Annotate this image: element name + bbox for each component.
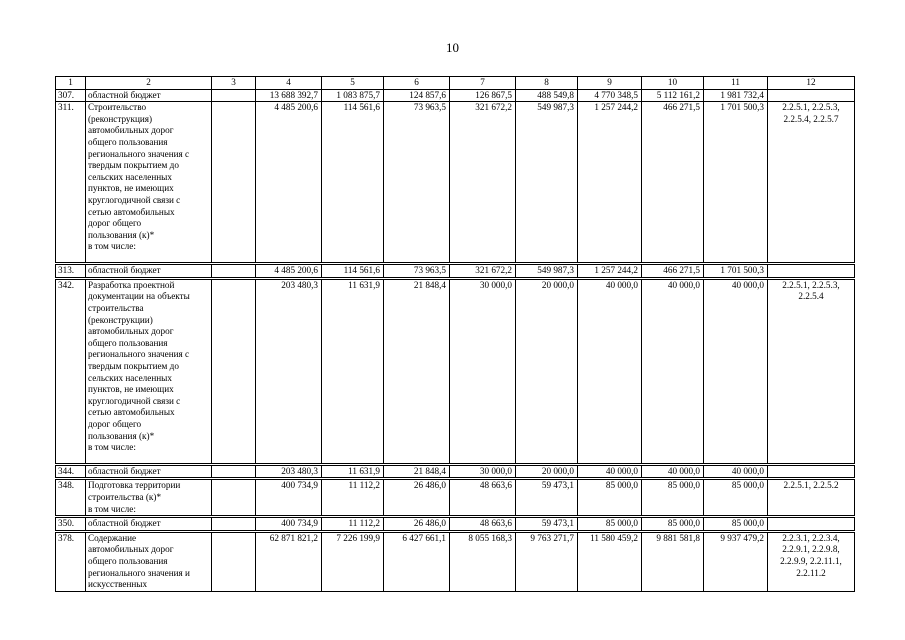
row-name-line: сетью автомобильных [88, 407, 175, 418]
value-cell: 11 112,2 [322, 517, 384, 532]
value-cell: 11 631,9 [322, 278, 384, 464]
value-cell: 73 963,5 [384, 102, 450, 264]
row-number: 311. [56, 102, 86, 264]
value-cell: 21 848,4 [384, 464, 450, 479]
row-number: 350. [56, 517, 86, 532]
value-cell: 30 000,0 [450, 464, 516, 479]
row-name-line: регионального значения с [88, 349, 190, 360]
table-row [56, 278, 855, 464]
column-header: 11 [704, 77, 768, 90]
column-header: 2 [86, 77, 212, 90]
row-name-line: автомобильных дорог [88, 544, 174, 555]
column-3-cell [212, 102, 256, 264]
row-name-line: в том числе: [88, 442, 136, 453]
value-cell: 40 000,0 [578, 278, 642, 464]
column-3-cell [212, 479, 256, 517]
row-name-line: дорог общего [88, 218, 142, 229]
value-cell: 8 055 168,3 [450, 531, 516, 591]
row-name-line: общего пользования [88, 136, 168, 147]
row-name-line: Содержание [88, 532, 137, 543]
value-cell: 1 083 875,7 [322, 89, 384, 102]
value-cell: 114 561,6 [322, 264, 384, 279]
row-name-line: Разработка проектной [88, 279, 175, 290]
row-name-line: круглогодичной связи с [88, 395, 181, 406]
column-header: 10 [642, 77, 704, 90]
row-number: 307. [56, 89, 86, 102]
column-header: 5 [322, 77, 384, 90]
row-name-line: регионального значения с [88, 148, 190, 159]
value-cell: 48 663,6 [450, 479, 516, 517]
row-name-line: общего пользования [88, 555, 168, 566]
value-cell: 85 000,0 [642, 479, 704, 517]
value-cell: 466 271,5 [642, 264, 704, 279]
value-cell: 20 000,0 [516, 464, 578, 479]
row-name-line: строительства [88, 302, 144, 313]
row-number: 313. [56, 264, 86, 279]
table-header-row [56, 77, 855, 90]
reference-cell [768, 464, 855, 479]
table-row [56, 517, 855, 532]
column-3-cell [212, 531, 256, 591]
budget-table [55, 76, 855, 592]
table-row [56, 89, 855, 102]
value-cell: 48 663,6 [450, 517, 516, 532]
column-3-cell [212, 89, 256, 102]
table-row [56, 464, 855, 479]
value-cell: 13 688 392,7 [256, 89, 322, 102]
row-name-line: дорог общего [88, 418, 142, 429]
table-row [56, 531, 855, 591]
row-name-line: сетью автомобильных [88, 206, 175, 217]
value-cell: 85 000,0 [578, 517, 642, 532]
value-cell: 20 000,0 [516, 278, 578, 464]
value-cell: 466 271,5 [642, 102, 704, 264]
value-cell: 4 770 348,5 [578, 89, 642, 102]
row-name-line: (реконструкция) [88, 113, 153, 124]
value-cell: 7 226 199,9 [322, 531, 384, 591]
column-header: 12 [768, 77, 855, 90]
column-3-cell [212, 278, 256, 464]
row-number: 378. [56, 531, 86, 591]
value-cell: 321 672,2 [450, 102, 516, 264]
row-name-line: в том числе: [88, 241, 136, 252]
reference-cell: 2.2.5.1, 2.2.5.3, 2.2.5.4, 2.2.5.7 [768, 102, 855, 264]
row-name-line: в том числе: [88, 503, 136, 514]
value-cell: 40 000,0 [704, 464, 768, 479]
value-cell: 203 480,3 [256, 464, 322, 479]
column-3-cell [212, 264, 256, 279]
reference-cell [768, 264, 855, 279]
value-cell: 321 672,2 [450, 264, 516, 279]
table-row [56, 102, 855, 264]
reference-cell: 2.2.3.1, 2.2.3.4, 2.2.9.1, 2.2.9.8, 2.2.9.9, 2.2.11.1, 2.2.11.2 [768, 531, 855, 591]
value-cell: 62 871 821,2 [256, 531, 322, 591]
row-number: 348. [56, 479, 86, 517]
value-cell: 126 867,5 [450, 89, 516, 102]
value-cell: 400 734,9 [256, 479, 322, 517]
value-cell: 11 580 459,2 [578, 531, 642, 591]
column-header: 9 [578, 77, 642, 90]
row-name-line: пользования (к)* [88, 430, 155, 441]
value-cell: 11 112,2 [322, 479, 384, 517]
value-cell: 40 000,0 [642, 464, 704, 479]
column-header: 4 [256, 77, 322, 90]
column-3-cell [212, 464, 256, 479]
value-cell: 26 486,0 [384, 479, 450, 517]
value-cell: 11 631,9 [322, 464, 384, 479]
row-name-line: автомобильных дорог [88, 125, 174, 136]
value-cell: 85 000,0 [578, 479, 642, 517]
row-name-line: пользования (к)* [88, 229, 155, 240]
column-header: 7 [450, 77, 516, 90]
page-number: 10 [446, 40, 459, 55]
row-name [86, 264, 212, 279]
value-cell: 85 000,0 [704, 517, 768, 532]
row-name-line: областной бюджет [88, 89, 161, 100]
column-header: 6 [384, 77, 450, 90]
row-number: 342. [56, 278, 86, 464]
value-cell: 549 987,3 [516, 102, 578, 264]
value-cell: 4 485 200,6 [256, 264, 322, 279]
row-name-line: документации на объекты [88, 291, 190, 302]
row-name [86, 278, 212, 464]
value-cell: 1 701 500,3 [704, 264, 768, 279]
value-cell: 1 257 244,2 [578, 264, 642, 279]
value-cell: 85 000,0 [704, 479, 768, 517]
row-name-line: сельских населенных [88, 171, 172, 182]
value-cell: 6 427 661,1 [384, 531, 450, 591]
value-cell: 114 561,6 [322, 102, 384, 264]
row-name-line: областной бюджет [88, 265, 161, 276]
reference-cell: 2.2.5.1, 2.2.5.2 [768, 479, 855, 517]
value-cell: 21 848,4 [384, 278, 450, 464]
value-cell: 1 257 244,2 [578, 102, 642, 264]
value-cell: 9 763 271,7 [516, 531, 578, 591]
row-name-line: областной бюджет [88, 518, 161, 529]
row-name-line: пунктов, не имеющих [88, 384, 174, 395]
column-3-cell [212, 517, 256, 532]
row-name-line: сельских населенных [88, 372, 172, 383]
value-cell: 9 881 581,8 [642, 531, 704, 591]
row-name-line: автомобильных дорог [88, 326, 174, 337]
value-cell: 85 000,0 [642, 517, 704, 532]
column-header: 8 [516, 77, 578, 90]
value-cell: 30 000,0 [450, 278, 516, 464]
value-cell: 4 485 200,6 [256, 102, 322, 264]
table-row [56, 264, 855, 279]
row-name-line: Подготовка территории [88, 480, 181, 491]
row-name-line: твердым покрытием до [88, 360, 179, 371]
value-cell: 40 000,0 [578, 464, 642, 479]
row-number: 344. [56, 464, 86, 479]
value-cell: 1 981 732,4 [704, 89, 768, 102]
row-name-line: (реконструкции) [88, 314, 153, 325]
reference-cell [768, 517, 855, 532]
value-cell: 549 987,3 [516, 264, 578, 279]
value-cell: 9 937 479,2 [704, 531, 768, 591]
row-name [86, 102, 212, 264]
value-cell: 59 473,1 [516, 479, 578, 517]
row-name [86, 531, 212, 591]
value-cell: 488 549,8 [516, 89, 578, 102]
value-cell: 203 480,3 [256, 278, 322, 464]
row-name [86, 464, 212, 479]
reference-cell: 2.2.5.1, 2.2.5.3, 2.2.5.4 [768, 278, 855, 464]
value-cell: 400 734,9 [256, 517, 322, 532]
column-header: 3 [212, 77, 256, 90]
table-row [56, 479, 855, 517]
row-name-line: твердым покрытием до [88, 160, 179, 171]
value-cell: 1 701 500,3 [704, 102, 768, 264]
row-name [86, 517, 212, 532]
column-header: 1 [56, 77, 86, 90]
row-name-line: искусственных [88, 579, 148, 590]
row-name-line: областной бюджет [88, 465, 161, 476]
row-name [86, 89, 212, 102]
row-name-line: общего пользования [88, 337, 168, 348]
value-cell: 124 857,6 [384, 89, 450, 102]
row-name-line: Строительство [88, 102, 147, 113]
row-name-line: строительства (к)* [88, 491, 162, 502]
value-cell: 73 963,5 [384, 264, 450, 279]
value-cell: 5 112 161,2 [642, 89, 704, 102]
value-cell: 40 000,0 [642, 278, 704, 464]
row-name [86, 479, 212, 517]
value-cell: 26 486,0 [384, 517, 450, 532]
value-cell: 59 473,1 [516, 517, 578, 532]
row-name-line: пунктов, не имеющих [88, 183, 174, 194]
row-name-line: круглогодичной связи с [88, 194, 181, 205]
value-cell: 40 000,0 [704, 278, 768, 464]
row-name-line: регионального значения и [88, 567, 190, 578]
reference-cell [768, 89, 855, 102]
